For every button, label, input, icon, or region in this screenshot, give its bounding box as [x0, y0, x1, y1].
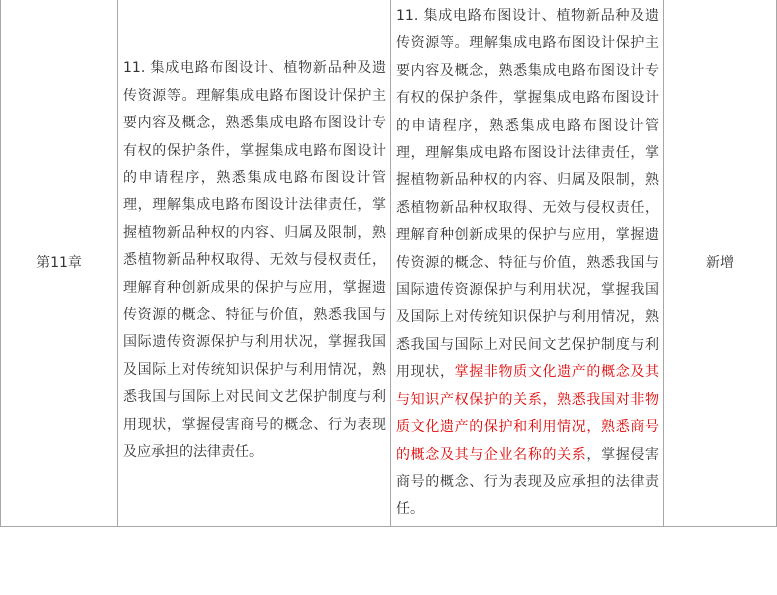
chapter-label: 第11章 [36, 254, 82, 271]
new-content-text [391, 0, 663, 526]
change-type-label: 新增 [706, 254, 734, 271]
new-content-after: ，掌握侵害商号的概念、行为表现及应承担的法律责任。 [396, 446, 660, 518]
old-content-cell [118, 0, 391, 526]
new-content-before: 11. 集成电路布图设计、植物新品种及遗传资源等。理解集成电路布图设计保护主要内容及概念，熟悉集成电路布图设计专有权的保护条件，掌握集成电路布图设计的申请程序，熟悉集成电路布图设计管理，理解集成电路布图设计法律责任，掌握植物新品种权的内容、归属及限制，熟悉植物新品种权取得、无效与侵权责任，理解育种创新成果的保护与应用，掌握遗传资源的概念、特征与价值，熟悉我国与国际遗传资源保护与利用状况，掌握我国及国际上对传统知识保护与利用情况，熟悉我国与国际上对民间文艺保护制度与利用现状， [396, 8, 659, 381]
new-content-cell [391, 0, 664, 526]
old-content-text: 11. 集成电路布图设计、植物新品种及遗传资源等。理解集成电路布图设计保护主要内容及概念，熟悉集成电路布图设计专有权的保护条件，掌握集成电路布图设计的申请程序，熟悉集成电路布图设计管理，理解集成电路布图设计法律责任，掌握植物新品种权的内容、归属及限制，熟悉植物新品种权取得、无效与侵权责任，理解育种创新成果的保护与应用，掌握遗传资源的概念、特征与价值，熟悉我国与国际遗传资源保护与利用状况，掌握我国及国际上对传统知识保护与利用情况，熟悉我国与国际上对民间文艺保护制度与利用现状，掌握侵害商号的概念、行为表现及应承担的法律责任。 [123, 60, 386, 460]
new-content-highlight: 掌握非物质文化遗产的概念及其与知识产权保护的关系，熟悉我国对非物质文化遗产的保护和利用情况，熟悉商号的概念及其与企业名称的关系 [396, 364, 660, 463]
change-type-cell [664, 0, 777, 526]
chapter-cell [1, 0, 118, 526]
table-row [1, 0, 777, 526]
